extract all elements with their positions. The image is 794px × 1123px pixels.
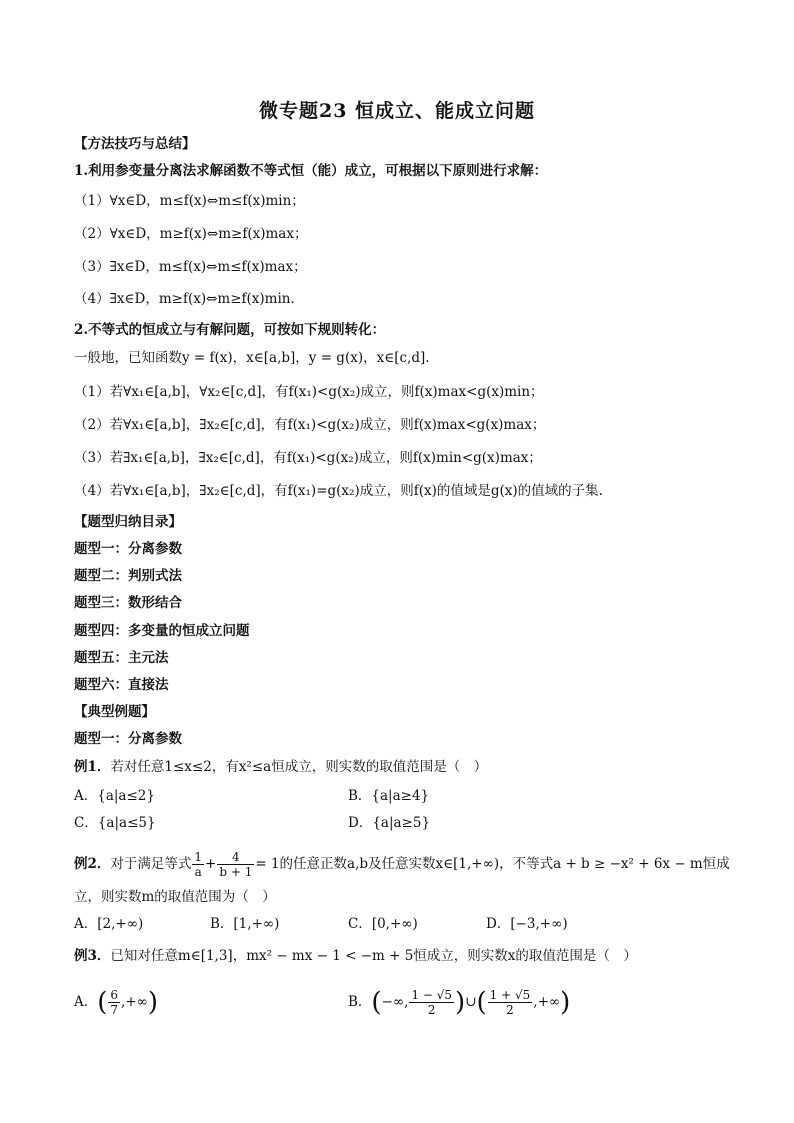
page-title: 微专题23 恒成立、能成立问题 [258, 100, 536, 122]
example-1-label: 例1． [74, 759, 111, 775]
method-1-item-1: （1）∀x∈D，m≤f(x)⇔m≤f(x)min； [74, 193, 305, 209]
type-1-heading: 题型一：分离参数 [74, 731, 182, 747]
plus-sign: + [205, 856, 217, 872]
fraction-numerator: 4 [217, 850, 254, 865]
fraction-denominator: 2 [427, 1003, 436, 1017]
example-2-question [74, 848, 730, 880]
method-1-item-4: （4）∃x∈D，m≥f(x)⇔m≥f(x)min. [74, 291, 295, 307]
example-1-option-c: C．{a|a≤5} [74, 815, 156, 831]
paren-open: ( [371, 987, 382, 1018]
method-point-1: 1.利用参变量分离法求解函数不等式恒（能）成立，可根据以下原则进行求解： [74, 163, 548, 179]
fraction-denominator: b + 1 [219, 865, 253, 879]
union-sign: ∪ [465, 994, 477, 1010]
fraction-denominator: a [194, 865, 202, 879]
example-2-text-2: = 1的任意正数a,b及任意实数x∈[1,+∞)，不等式a + b ≥ −x² + 6x − m恒成 [255, 856, 730, 872]
fraction-numerator: 1 + √5 [489, 988, 531, 1002]
example-1-question [74, 757, 487, 777]
fraction-denominator: 2 [506, 1003, 514, 1017]
method-1-item-2: （2）∀x∈D，m≥f(x)⇔m≥f(x)max； [74, 226, 308, 242]
method-2-intro: 一般地，已知函数y = f(x)，x∈[a,b]，y = g(x)，x∈[c,d]. [74, 350, 430, 366]
option-letter: B． [348, 994, 372, 1010]
example-2-option-a: A．[2,+∞) [74, 916, 144, 932]
example-3-option-b [348, 984, 570, 1020]
example-3-question [74, 946, 637, 966]
section-method-heading: 【方法技巧与总结】 [74, 136, 196, 152]
method-2-item-3: （3）若∃x₁∈[a,b]，∃x₂∈[c,d]，有f(x₁)<g(x₂)成立，则f(x)min<g(x)max； [74, 450, 542, 466]
fraction-numerator: 6 [110, 988, 119, 1002]
fraction [217, 850, 254, 879]
fraction [192, 850, 204, 879]
method-2-item-4: （4）若∀x₁∈[a,b]，∃x₂∈[c,d]，有f(x₁)=g(x₂)成立，则f(x)的值域是g(x)的值域的子集. [74, 483, 603, 499]
example-2-text-1: 对于满足等式 [110, 856, 192, 872]
example-1-text: 若对任意1≤x≤2，有x²≤a恒成立，则实数的取值范围是（ ） [110, 759, 488, 775]
method-2-item-2: （2）若∀x₁∈[a,b]，∃x₂∈[c,d]，有f(x₁)<g(x₂)成立，则f(x)max<g(x)max； [74, 417, 546, 433]
option-letter: A． [74, 994, 98, 1010]
method-1-item-3: （3）∃x∈D，m≤f(x)⇔m≤f(x)max； [74, 259, 307, 275]
paren-open: ( [476, 987, 487, 1018]
method-point-2: 2.不等式的恒成立与有解问题，可按如下规则转化： [74, 322, 386, 338]
type-list-item: 题型二：判别式法 [74, 568, 182, 584]
example-2-option-d: D．[−3,+∞) [486, 916, 568, 932]
example-2-option-c: C．[0,+∞) [348, 916, 418, 932]
fraction [409, 988, 454, 1017]
example-2-label: 例2． [74, 856, 111, 872]
interval-tail: ,+∞ [121, 994, 148, 1010]
interval-tail: ,+∞ [533, 994, 561, 1010]
paren-open: ( [97, 987, 108, 1018]
type-list-item: 题型三：数形结合 [74, 595, 182, 611]
fraction-numerator: 1 [194, 850, 203, 864]
paren-close: ) [147, 987, 159, 1018]
type-list-item: 题型五：主元法 [74, 650, 169, 666]
example-1-option-b: B．{a|a≥4} [348, 788, 430, 804]
method-2-item-1: （1）若∀x₁∈[a,b]，∀x₂∈[c,d]，有f(x₁)<g(x₂)成立，则f(x)max<g(x)min； [74, 384, 544, 400]
example-3-option-a [74, 984, 158, 1020]
paren-close: ) [560, 987, 571, 1018]
type-list-item: 题型六：直接法 [74, 677, 169, 693]
example-2-option-b: B．[1,+∞) [210, 916, 280, 932]
example-3-label: 例3． [74, 948, 111, 964]
example-3-text: 已知对任意m∈[1,3]，mx² − mx − 1 < −m + 5恒成立，则实数x的取值范围是（ ） [110, 948, 637, 964]
fraction [108, 988, 120, 1017]
fraction [488, 988, 533, 1017]
example-2-text-3: 立，则实数m的取值范围为（ ） [74, 889, 276, 905]
fraction-denominator: 7 [110, 1003, 119, 1017]
type-list-item: 题型四：多变量的恒成立问题 [74, 623, 250, 639]
paren-close: ) [455, 987, 466, 1018]
fraction-numerator: 1 − √5 [411, 988, 453, 1002]
section-examples-heading: 【典型例题】 [74, 704, 155, 720]
example-1-option-d: D．{a|a≥5} [348, 815, 431, 831]
section-types-heading: 【题型归纳目录】 [74, 514, 182, 530]
interval-head: −∞, [381, 994, 409, 1010]
type-list-item: 题型一：分离参数 [74, 541, 182, 557]
example-1-option-a: A．{a|a≤2} [74, 788, 155, 804]
